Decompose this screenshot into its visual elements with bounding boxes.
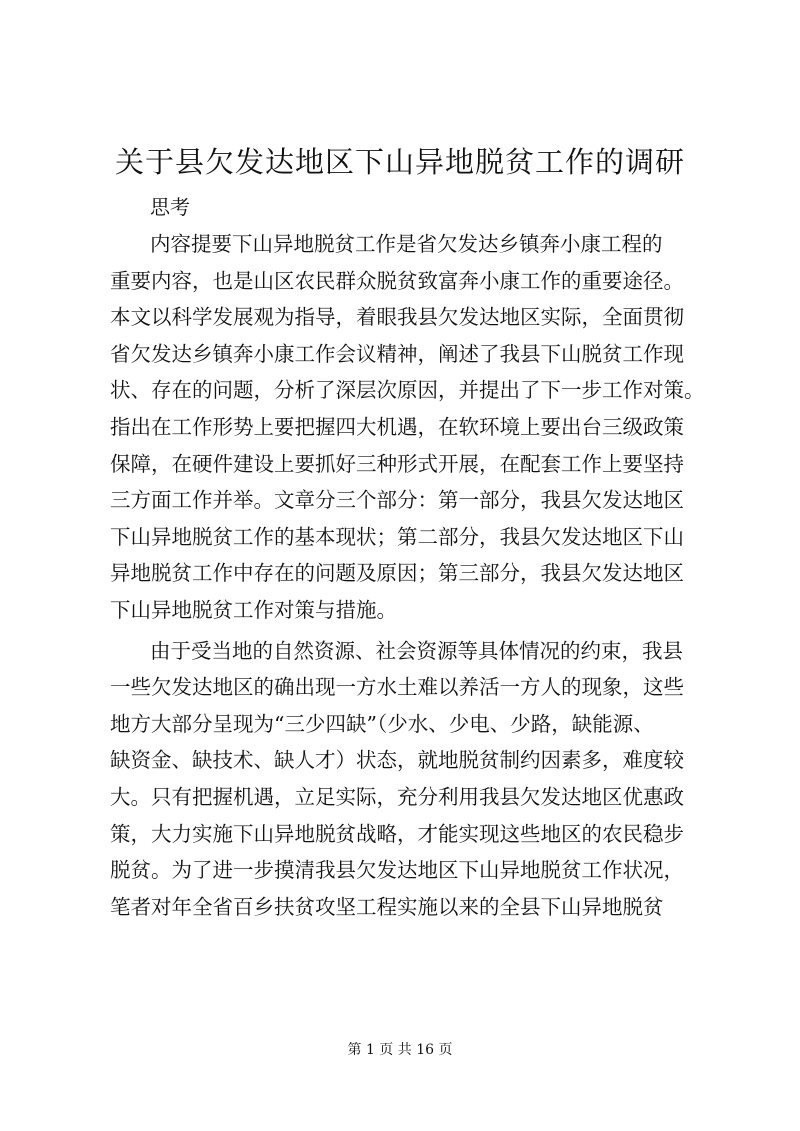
- paragraph-line: 由于受当地的自然资源、社会资源等具体情况的约束，我县: [150, 638, 683, 663]
- paragraph-line: 脱贫。为了进一步摸清我县欠发达地区下山异地脱贫工作状况，: [110, 858, 684, 883]
- paragraph-line: 大。只有把握机遇，立足实际，充分利用我县欠发达地区优惠政: [110, 784, 684, 809]
- paragraph-1: [110, 226, 715, 629]
- paragraph-line: 下山异地脱贫工作的基本现状；第二部分，我县欠发达地区下山: [110, 524, 684, 549]
- page-footer: 第 1 页 共 16 页: [347, 1042, 453, 1058]
- paragraph-line: 缺资金、缺技术、缺人才）状态，就地脱贫制约因素多，难度较: [110, 748, 684, 773]
- paragraph-line: 保障，在硬件建设上要抓好三种形式开展，在配套工作上要坚持: [110, 451, 684, 476]
- paragraph-line: 指出在工作形势上要把握四大机遇，在软环境上要出台三级政策: [110, 414, 684, 439]
- paragraph-line: 策，大力实施下山异地脱贫战略，才能实现这些地区的农民稳步: [110, 821, 684, 846]
- paragraph-line: 本文以科学发展观为指导，着眼我县欠发达地区实际，全面贯彻: [110, 305, 684, 330]
- paragraph-line: 一些欠发达地区的确出现一方水土难以养活一方人的现象，这些: [110, 675, 684, 700]
- paragraph-line: 异地脱贫工作中存在的问题及原因；第三部分，我县欠发达地区: [110, 561, 684, 586]
- paragraph-line: 三方面工作并举。文章分三个部分：第一部分，我县欠发达地区: [110, 488, 684, 513]
- paragraph-line: 省欠发达乡镇奔小康工作会议精神，阐述了我县下山脱贫工作现: [110, 341, 684, 366]
- paragraph-2: [110, 633, 715, 926]
- paragraph-line: 内容提要下山异地脱贫工作是省欠发达乡镇奔小康工程的: [150, 232, 663, 256]
- paragraph-line: 下山异地脱贫工作对策与措施。: [110, 597, 397, 622]
- paragraph-line: 重要内容，也是山区农民群众脱贫致富奔小康工作的重要途径。: [110, 268, 684, 293]
- document-body: [110, 226, 715, 925]
- paragraph-line: 地方大部分呈现为“三少四缺”（少水、少电、少路，缺能源、: [110, 711, 654, 736]
- paragraph-line: 状、存在的问题，分析了深层次原因，并提出了下一步工作对策。: [110, 378, 705, 403]
- paragraph-line: 笔者对年全省百乡扶贫攻坚工程实施以来的全县下山异地脱贫: [110, 894, 664, 919]
- document-title: 关于县欠发达地区下山异地脱贫工作的调研: [114, 145, 685, 179]
- document-subtitle: 思考: [150, 195, 190, 219]
